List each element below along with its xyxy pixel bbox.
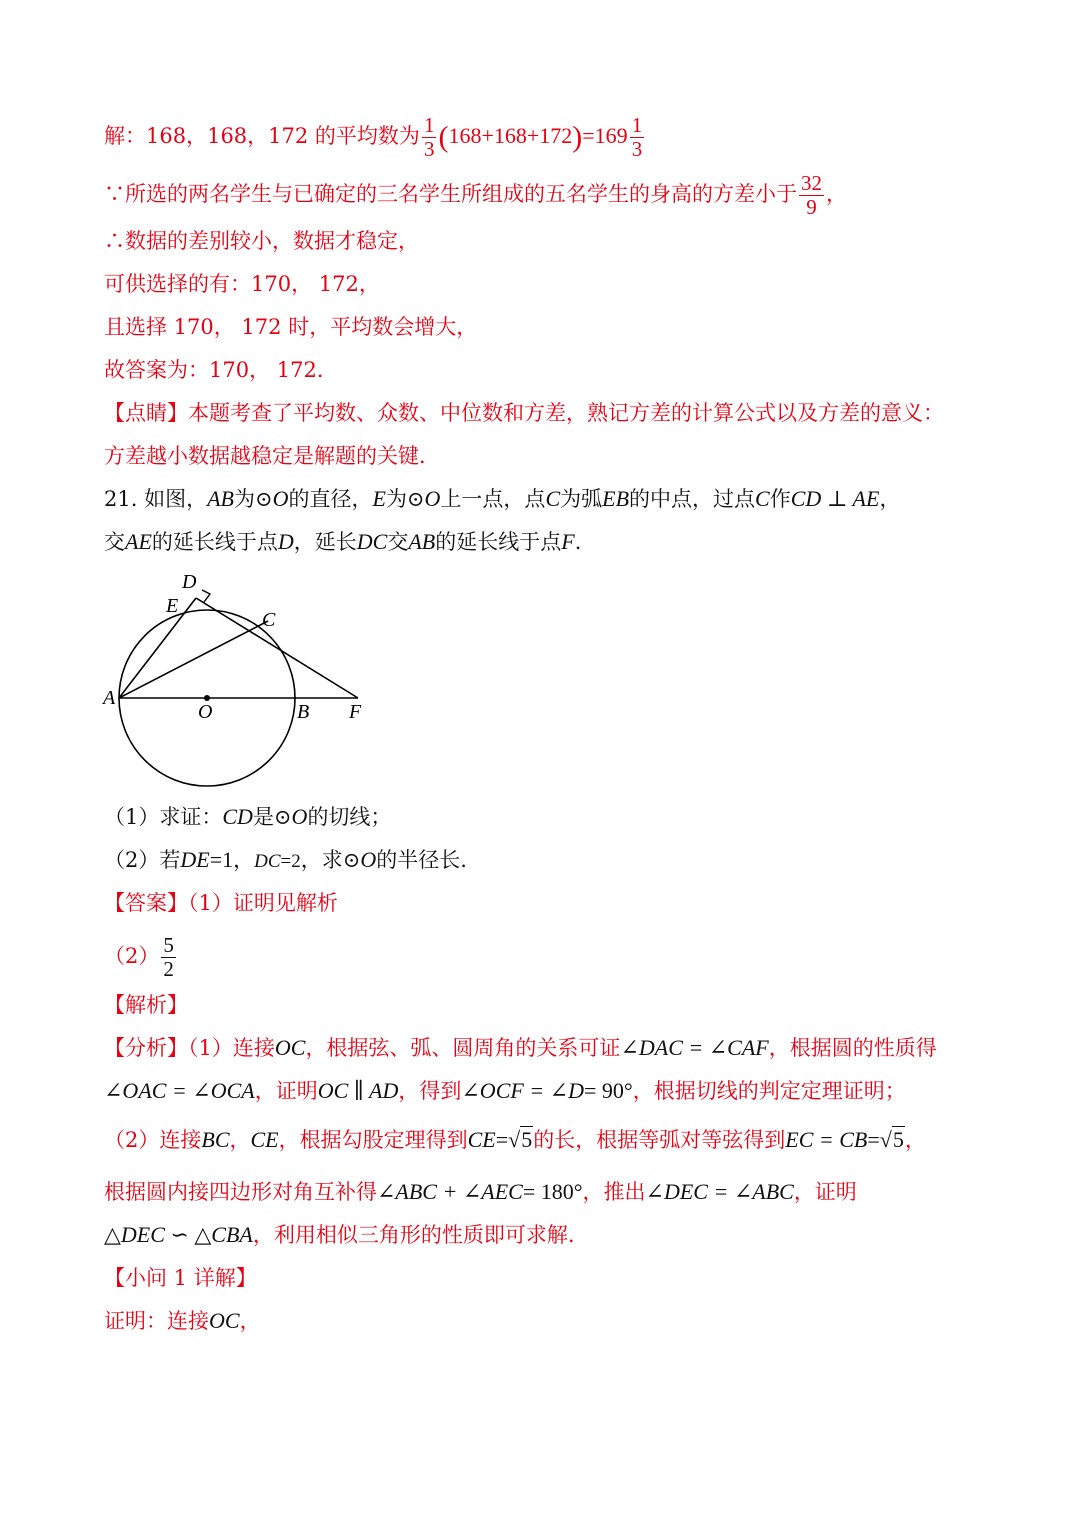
detail-proof-line: 证明：连接OC， <box>104 1308 261 1333</box>
label-b: B <box>297 701 310 723</box>
sqrt-5-b: √5 <box>879 1127 904 1152</box>
solution-line-5: 且选择 170， 172 时，平均数会增大， <box>104 315 478 339</box>
solution-line-1: 解：168，168，172 的平均数为 $\frac{1}{3}$ (168+168+172)=169 $\frac{1}{3}$ <box>104 113 643 161</box>
right-angle-mark <box>202 590 210 602</box>
label-c: C <box>262 609 276 631</box>
solution-line-3: ∴数据的差别较小，数据才稳定， <box>104 229 419 253</box>
analysis-line-3: （2）连接BC，CE，根据勾股定理得到CE=√5的长，根据等弧对等弦得到EC = CB=√5， <box>104 1125 926 1155</box>
solution-line-2: ∵所选的两名学生与已确定的三名学生所组成的五名学生的身高的方差小于 $\frac{32}{9}$ ， <box>104 171 847 219</box>
detail-title: 【小问 1 详解】 <box>104 1266 257 1290</box>
fraction-32-9: $\frac{32}{9}$ <box>801 171 822 219</box>
problem-number: 21. <box>104 487 138 511</box>
fraction-5-2: $\frac{5}{2}$ <box>163 933 174 981</box>
comment-line-2: 方差越小数据越稳定是解题的关键． <box>104 444 440 468</box>
line-ac <box>119 621 268 698</box>
analysis-line-4: 根据圆内接四边形对角互补得∠ABC + ∠AEC= 180°，推出∠DEC = ∠ABC，证明 <box>104 1179 857 1204</box>
analysis-line-1: 【分析】（1）连接OC，根据弦、弧、圆周角的关系可证∠DAC = ∠CAF，根据圆的性质得 <box>104 1035 937 1060</box>
solution-line-4: 可供选择的有：170， 172， <box>104 272 380 296</box>
sqrt-5: √5 <box>508 1127 533 1152</box>
label-e: E <box>166 595 179 617</box>
solution-line-6: 故答案为：170， 172． <box>104 358 338 382</box>
label-o: O <box>198 701 213 723</box>
analysis-line-2: ∠OAC = ∠OCA，证明OC ∥ AD，得到∠OCF = ∠D= 90°，根据切线的判定定理证明； <box>104 1078 906 1103</box>
jiexi-heading: 【解析】 <box>104 993 188 1017</box>
analysis-line-5: △DEC ∽ △CBA，利用相似三角形的性质即可求解. <box>104 1222 575 1247</box>
geometry-figure <box>100 568 380 790</box>
problem-line-2: 交AE的延长线于点D，延长DC交AB的延长线于点F. <box>104 529 582 554</box>
line-ad <box>119 598 196 698</box>
fraction-one-third: $\frac{1}{3}$ <box>423 113 435 161</box>
comment-line-1: 【点睛】本题考查了平均数、众数、中位数和方差，熟记方差的计算公式以及方差的意义： <box>104 401 944 425</box>
problem-line-1: 21. 如图，AB为⊙O的直径，E为⊙O上一点，点C为弧EB的中点，过点C作CD ⊥ AE， <box>104 486 901 511</box>
answer-1: 【答案】（1）证明见解析 <box>104 891 338 915</box>
answer-2: （2） $\frac{5}{2}$ <box>104 933 174 981</box>
fraction-result: $\frac{1}{3}$ <box>631 113 643 161</box>
part-2: （2）若DE=1，DC=2，求⊙O的半径长. <box>104 847 467 872</box>
label-d: D <box>182 571 197 593</box>
label-f: F <box>349 701 362 723</box>
label-a: A <box>103 687 116 709</box>
part-1: （1）求证：CD是⊙O的切线； <box>104 804 392 829</box>
line-df <box>196 598 358 698</box>
